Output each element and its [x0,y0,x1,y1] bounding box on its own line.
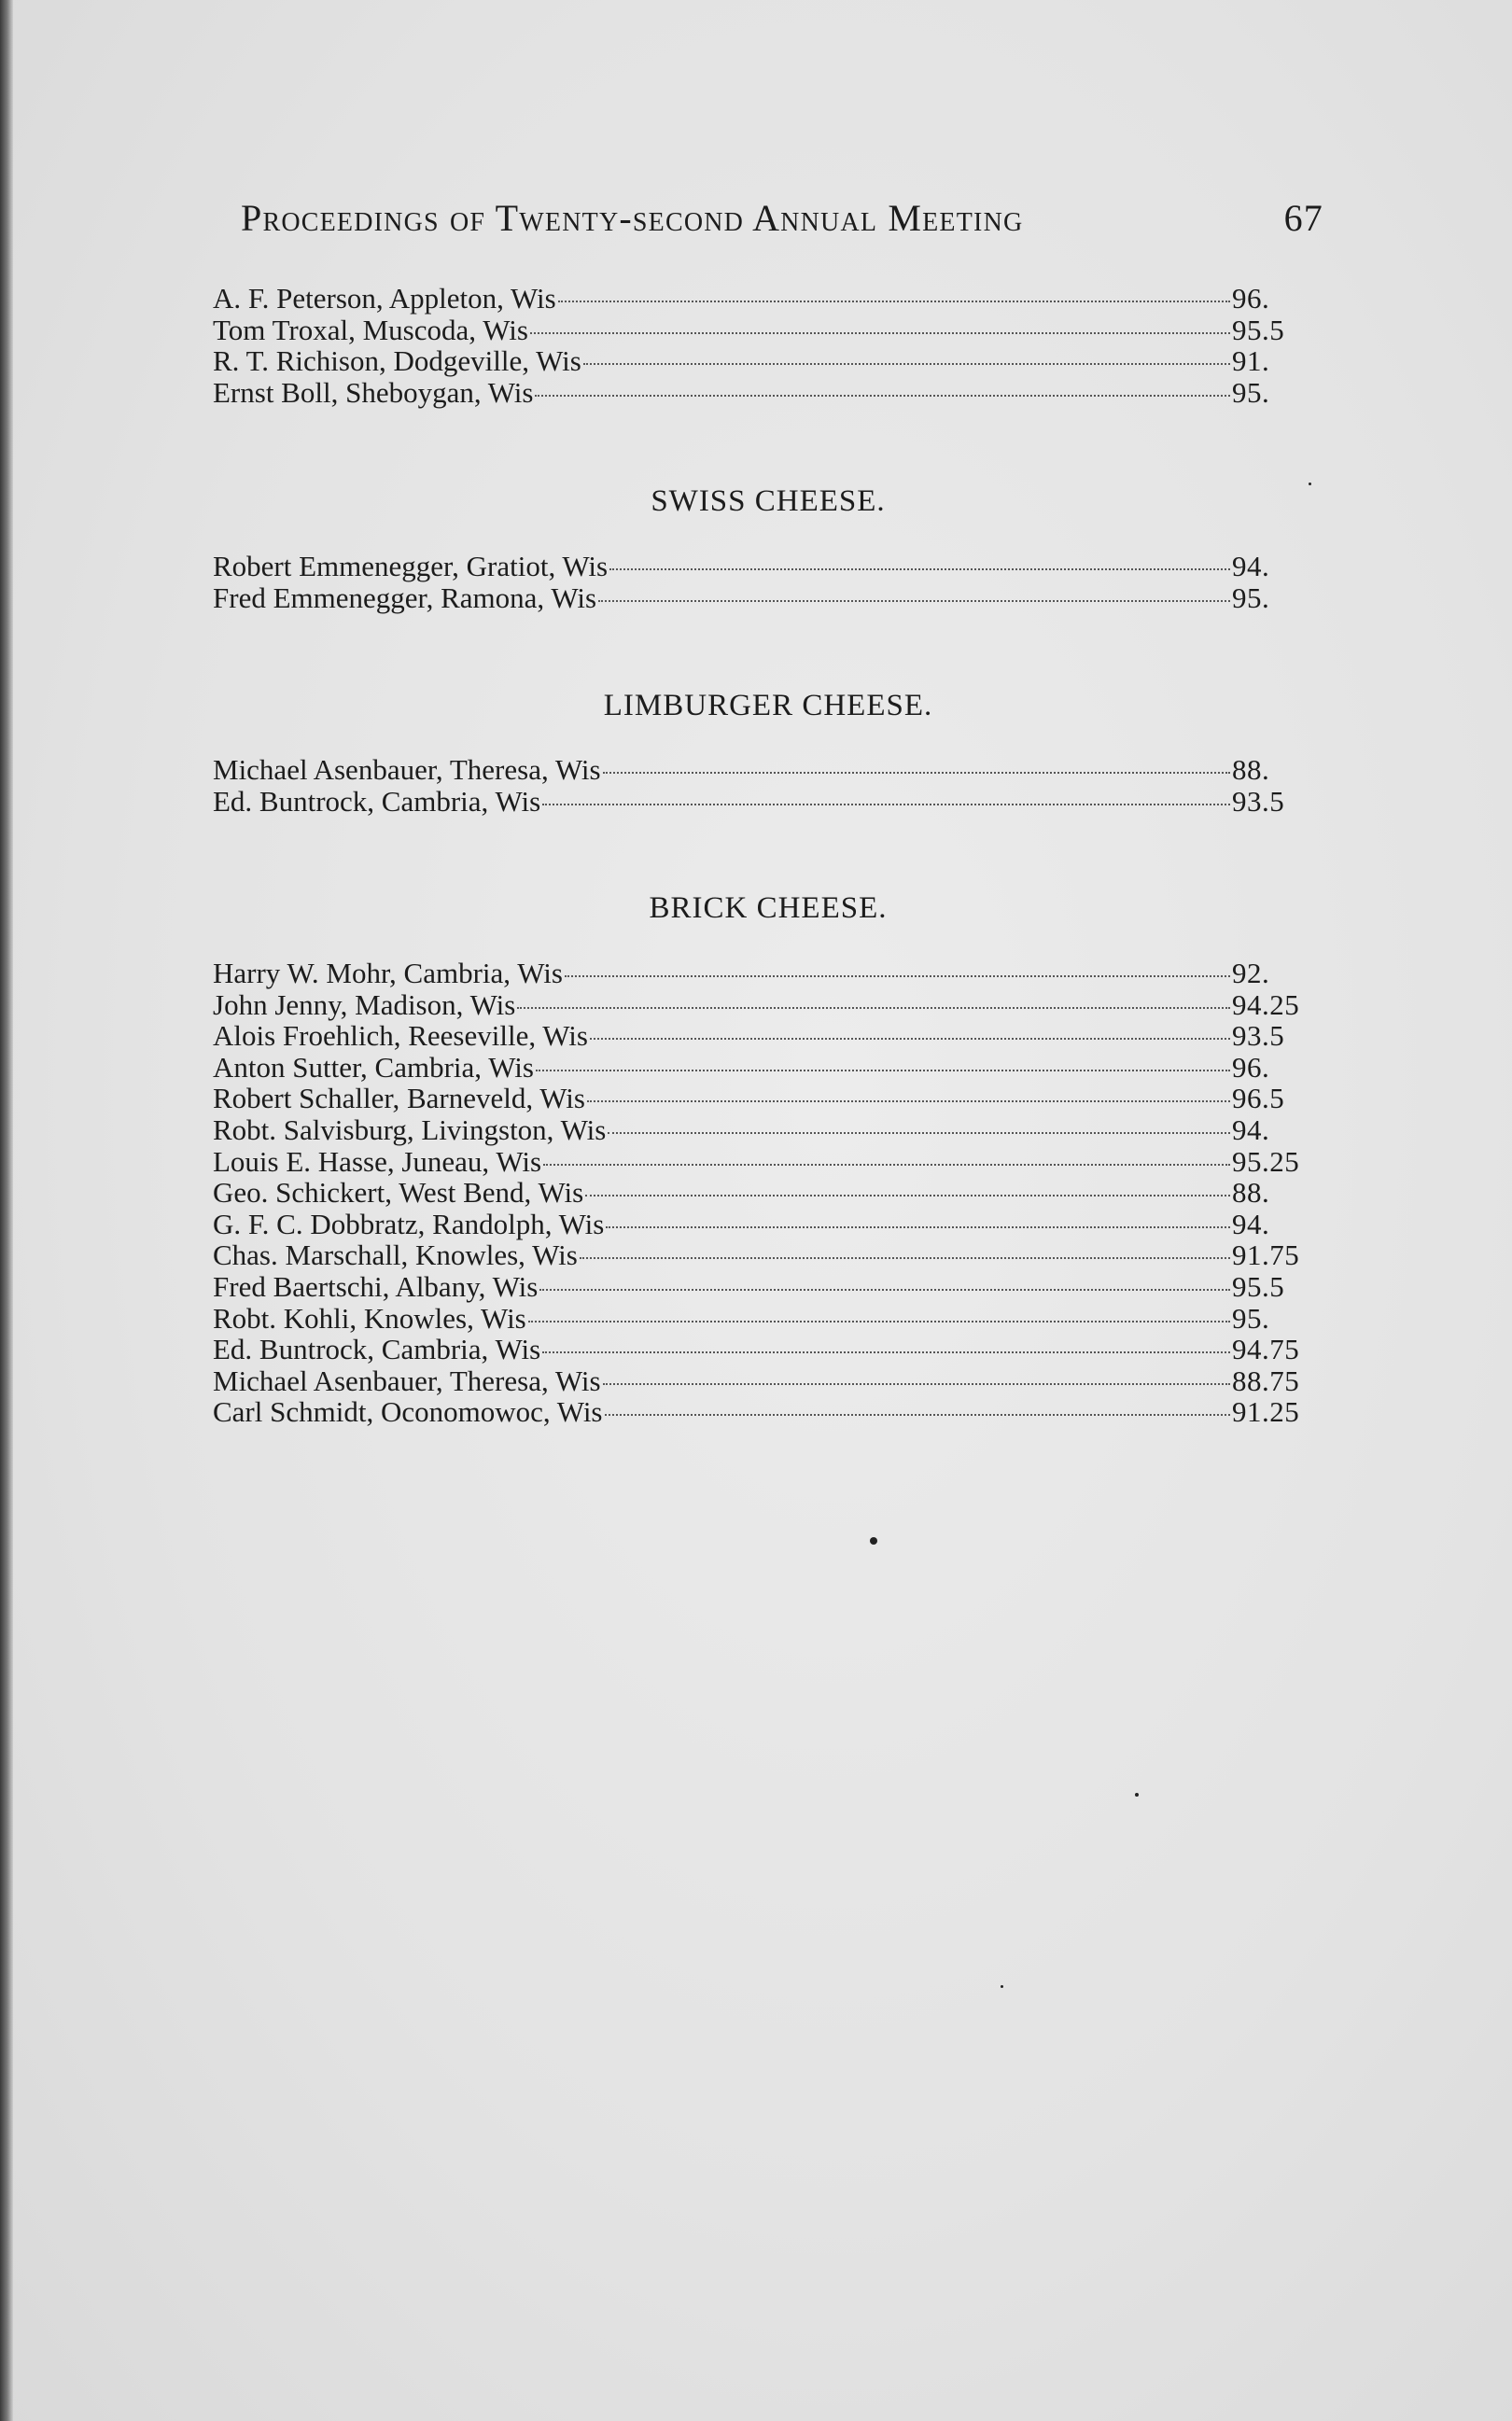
scan-speck [1135,1793,1139,1797]
brick-list [213,958,1323,1428]
list-item: A. F. Peterson, Appleton, Wis 96. [213,282,1270,315]
scan-speck [870,1537,877,1545]
list-item: Fred Baertschi, Albany, Wis 95.5 [213,1269,1285,1303]
list-item: R. T. Richison, Dodgeville, Wis 91. [213,344,1270,378]
list-item: Alois Froehlich, Reeseville, Wis 93.5 [213,1019,1285,1053]
list-item: Louis E. Hasse, Juneau, Wis 95.25 [213,1144,1300,1178]
list-item: G. F. C. Dobbratz, Randolph, Wis 94. [213,1207,1270,1240]
list-item: Carl Schmidt, Oconomowoc, Wis 91.25 [213,1395,1300,1429]
list-item: Chas. Marschall, Knowles, Wis 91.75 [213,1238,1300,1272]
list-item: Ed. Buntrock, Cambria, Wis 93.5 [213,784,1285,818]
swiss-list [213,551,1323,613]
section-title-limburger: LIMBURGER CHEESE. [603,689,933,722]
list-item: Robt. Salvisburg, Livingston, Wis 94. [213,1113,1270,1146]
book-spine-shadow [0,0,13,2421]
list-item: Robert Emmenegger, Gratiot, Wis 94. [213,550,1270,582]
list-item: Anton Sutter, Cambria, Wis 96. [213,1050,1270,1084]
list-item: Tom Troxal, Muscoda, Wis 95.5 [213,313,1285,346]
header-title: Proceedings of Twenty-second Annual Meeting [241,197,1024,239]
scan-speck [1309,483,1311,485]
list-item: Ed. Buntrock, Cambria, Wis 94.75 [213,1333,1300,1366]
scan-speck [1001,1985,1003,1988]
list-item: Ernst Boll, Sheboygan, Wis 95. [213,375,1270,409]
list-item: Robert Schaller, Barneveld, Wis 96.5 [213,1082,1285,1115]
running-header [241,196,1323,240]
list-item: Robt. Kohli, Knowles, Wis 95. [213,1301,1270,1335]
continued-list [213,283,1323,408]
list-item: Geo. Schickert, West Bend, Wis 88. [213,1176,1270,1210]
list-item: John Jenny, Madison, Wis 94.25 [213,987,1300,1021]
list-item: Michael Asenbauer, Theresa, Wis 88. [213,753,1270,786]
list-item: Harry W. Mohr, Cambria, Wis 92. [213,957,1270,989]
limburger-list [213,754,1323,817]
section-title-brick: BRICK CHEESE. [649,891,888,925]
section-title-swiss: SWISS CHEESE. [651,484,886,518]
page-number: 67 [1283,197,1323,239]
list-item: Michael Asenbauer, Theresa, Wis 88.75 [213,1364,1300,1397]
list-item: Fred Emmenegger, Ramona, Wis 95. [213,581,1270,614]
